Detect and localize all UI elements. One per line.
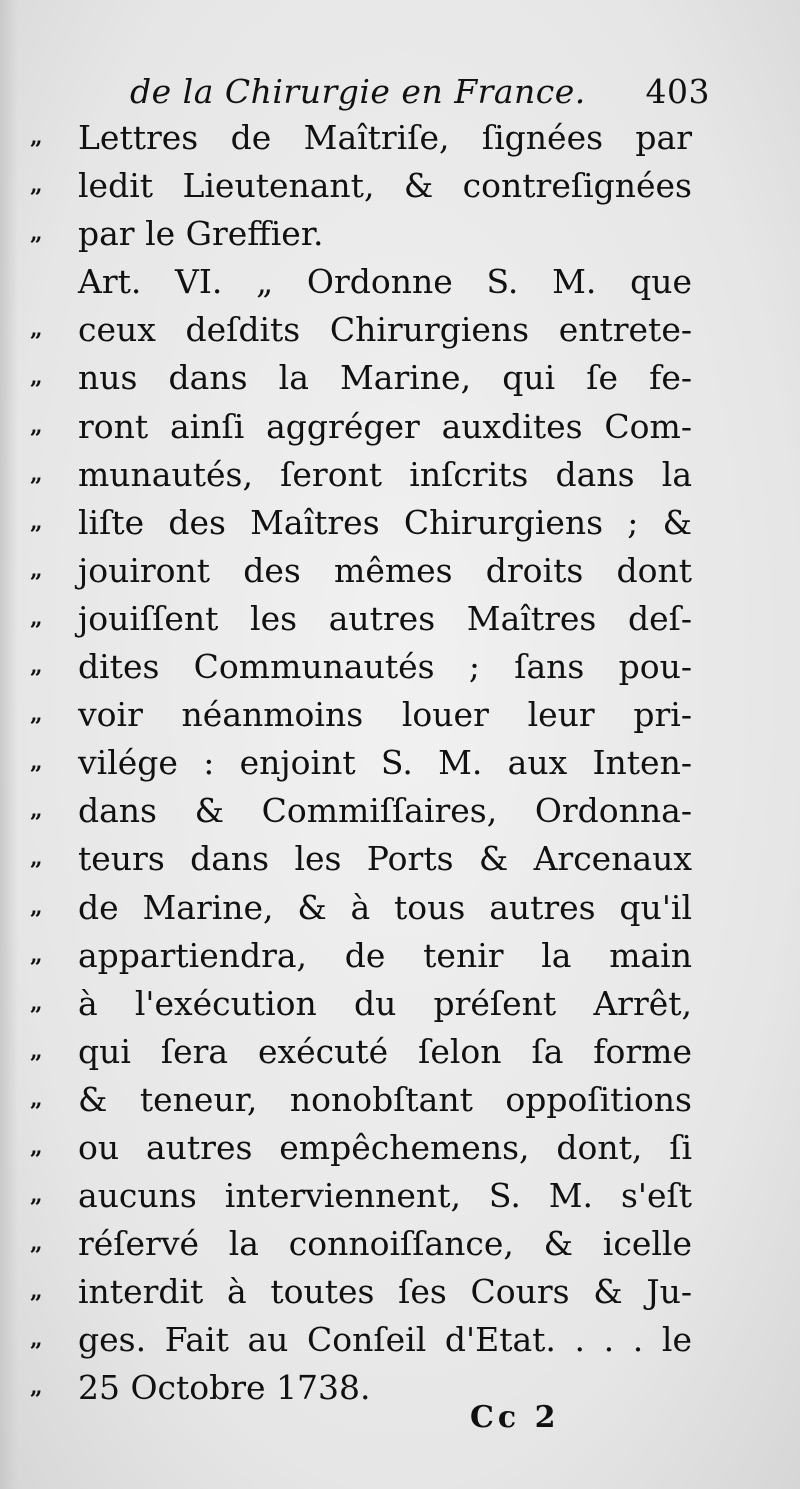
- line-text: jouiſſent les autres Maîtres deſ-: [78, 598, 692, 638]
- text-line: [0, 1314, 800, 1362]
- quote-mark: „: [30, 124, 42, 150]
- quote-mark: „: [30, 845, 42, 872]
- text-line: [0, 689, 800, 737]
- quote-mark: „: [30, 220, 42, 247]
- text-line: [0, 930, 800, 978]
- page-number: 403: [645, 72, 710, 111]
- quote-mark: „: [30, 653, 42, 680]
- quote-mark: „: [30, 989, 42, 1016]
- line-text: ceux deſdits Chirurgiens entrete-: [78, 310, 692, 350]
- quote-mark: „: [30, 556, 42, 583]
- quote-mark: „: [30, 172, 42, 199]
- quote-mark: „: [30, 797, 42, 824]
- text-line: [0, 1122, 800, 1170]
- line-text: Art. VI. „ Ordonne S. M. que: [78, 262, 692, 302]
- line-text: aucuns interviennent, S. M. s'eſt: [78, 1176, 692, 1216]
- text-line: [0, 1074, 800, 1122]
- quote-mark: „: [30, 701, 42, 728]
- line-text: ledit Lieutenant, & contreſignées: [78, 166, 692, 206]
- line-text: voir néanmoins louer leur pri-: [78, 695, 692, 735]
- text-line: [0, 208, 800, 256]
- quote-mark: „: [30, 508, 42, 535]
- line-text: par le Greffier.: [78, 214, 324, 254]
- running-title: de la Chirurgie en France.: [130, 72, 586, 111]
- text-line: [0, 160, 800, 208]
- line-text: Lettres de Maîtriſe, ſignées par: [78, 118, 692, 157]
- text-line: [0, 449, 800, 497]
- page-header: [130, 66, 710, 118]
- quote-mark: „: [30, 460, 42, 487]
- quote-mark: „: [30, 1230, 42, 1257]
- text-line: [0, 882, 800, 930]
- text-line: [0, 497, 800, 545]
- quote-mark: „: [30, 412, 42, 439]
- text-line: [0, 833, 800, 881]
- text-line: [0, 737, 800, 785]
- text-line: [0, 593, 800, 641]
- line-text: ront ainſi aggréger auxdites Com-: [78, 406, 692, 446]
- line-text: munautés, ſeront inſcrits dans la: [78, 454, 692, 494]
- body-text: [0, 112, 800, 1411]
- text-line: [0, 1362, 800, 1410]
- line-text: vilége : enjoint S. M. aux Inten-: [78, 743, 692, 783]
- quote-mark: „: [30, 1085, 42, 1112]
- text-line: [0, 1170, 800, 1218]
- line-text: & teneur, nonobſtant oppoſitions: [78, 1079, 692, 1119]
- quote-mark: „: [30, 604, 42, 631]
- quote-mark: „: [30, 364, 42, 391]
- signature-mark: Cc 2: [470, 1400, 560, 1435]
- line-text: réſervé la connoiſſance, & icelle: [78, 1224, 692, 1264]
- quote-mark: „: [30, 1278, 42, 1305]
- text-line: [0, 545, 800, 593]
- line-text: nus dans la Marine, qui ſe fe-: [78, 358, 692, 398]
- line-text: jouiront des mêmes droits dont: [78, 550, 692, 590]
- line-text: qui ſera exécuté ſelon ſa forme: [78, 1031, 692, 1071]
- quote-mark: „: [30, 1182, 42, 1209]
- text-line: [0, 112, 800, 160]
- line-text: teurs dans les Ports & Arcenaux: [78, 839, 692, 879]
- line-text: appartiendra, de tenir la main: [78, 935, 692, 975]
- line-text: ou autres empêchemens, dont, ſi: [78, 1127, 692, 1167]
- line-text: liſte des Maîtres Chirurgiens ; &: [78, 502, 692, 542]
- text-line: [0, 641, 800, 689]
- text-line: [0, 1266, 800, 1314]
- quote-mark: „: [30, 1133, 42, 1160]
- quote-mark: „: [30, 316, 42, 343]
- quote-mark: „: [30, 941, 42, 968]
- text-line: [0, 401, 800, 449]
- text-line: [0, 352, 800, 400]
- text-line: [0, 1218, 800, 1266]
- line-text: 25 Octobre 1738.: [78, 1368, 371, 1408]
- line-text: à l'exécution du préſent Arrêt,: [78, 983, 692, 1023]
- text-line: [0, 304, 800, 352]
- line-text: dans & Commiſſaires, Ordonna-: [78, 791, 692, 831]
- text-line: [0, 256, 800, 304]
- line-text: interdit à toutes ſes Cours & Ju-: [78, 1272, 692, 1312]
- quote-mark: „: [30, 1374, 42, 1401]
- text-line: [0, 978, 800, 1026]
- quote-mark: „: [30, 1037, 42, 1064]
- line-text: ges. Fait au Conſeil d'Etat. . . . le: [78, 1320, 692, 1360]
- text-line: [0, 785, 800, 833]
- quote-mark: „: [30, 893, 42, 920]
- line-text: de Marine, & à tous autres qu'il: [78, 887, 692, 927]
- text-line: [0, 1026, 800, 1074]
- line-text: dites Communautés ; ſans pou-: [78, 647, 692, 687]
- quote-mark: „: [30, 1326, 42, 1353]
- quote-mark: „: [30, 749, 42, 776]
